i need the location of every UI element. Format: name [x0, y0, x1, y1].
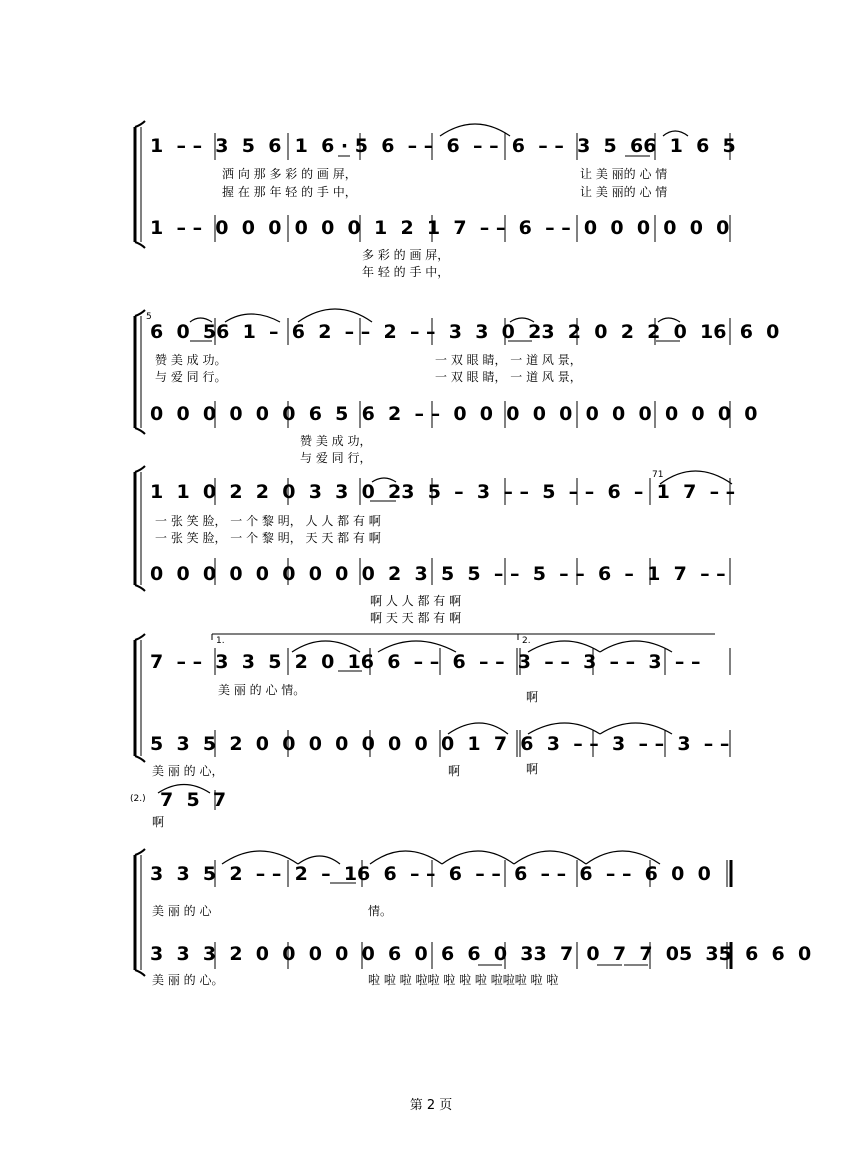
system-1-upper-lyric-2a: 握 在 那 年 轻 的 手 中， — [222, 185, 357, 199]
system-3-upper-lyric-2: 一 张 笑 脸， 一 个 黎 明， 天 天 都 有 啊 — [155, 531, 381, 545]
system-4-upper-notes: 7 – – 3 3 5 2 0 16 6 – – 6 – – 3 – – 3 – – 3 – – — [150, 651, 701, 673]
system-6-upper-lyric-2: 情。 — [368, 904, 393, 918]
system-4-lower-lyric-1: 美 丽 的 心， — [152, 764, 224, 778]
system-3-lower-notes: 0 0 0 0 0 0 0 0 0 2 3 5 5 – – 5 – – 6 – 1 7 – – — [150, 563, 726, 585]
system-2-lower-lyric-1: 赞 美 成 功， — [300, 434, 372, 448]
volta-2-label: 2. — [522, 636, 531, 646]
system-1-upper-lyric-1b: 让 美 丽的 心 情 — [580, 167, 668, 181]
system-3-upper-notes: 1 1 0 2 2 0 3 3 0 23 5 – 3 – – 5 – – 6 – 1 7 – – — [150, 481, 736, 503]
system-1-upper-lyric-1a: 洒 向 那 多 彩 的 画 屏， — [222, 167, 357, 181]
system-6-upper-lyric-1: 美 丽 的 心 — [152, 904, 212, 918]
system-1-upper-lyric-2b: 让 美 丽的 心 情 — [580, 185, 668, 199]
system-4-upper-lyric-2: 啊 — [526, 690, 539, 704]
system-1-upper-notes: 1 – – 3 5 6 1 6 · 5 6 – – 6 – – 6 – – 3 5 66 1 6 5 — [150, 135, 736, 157]
system-1-lower-lyric-1: 多 彩 的 画 屏， — [362, 248, 450, 262]
system-6-lower-lyric-2: 啦 啦 啦 啦啦 啦 啦 啦 啦啦啦 啦 啦 — [368, 973, 559, 987]
system-4-lower-lyric-2: 啊 — [448, 764, 461, 778]
system-2-upper-lyric-2b: 一 双 眼 睛， 一 道 风 景， — [435, 370, 582, 384]
system-4-upper-lyric-1: 美 丽 的 心 情。 — [218, 683, 306, 697]
system-3-upper-lyric-1: 一 张 笑 脸， 一 个 黎 明， 人 人 都 有 啊 — [155, 514, 381, 528]
ending-2-label: (2.) — [130, 794, 146, 804]
system-1-lower-lyric-2: 年 轻 的 手 中， — [362, 265, 450, 279]
ending-2-notes: 7 5 7 — [160, 789, 227, 811]
page-number: 第 2 页 — [409, 1098, 453, 1113]
system-2-lower-notes: 0 0 0 0 0 0 6 5 6 2 – – 0 0 0 0 0 0 0 0 0 0 0 0 — [150, 403, 758, 425]
system-2-upper-lyric-2a: 与 爱 同 行。 — [155, 370, 227, 384]
system-4-lower-lyric-3: 啊 — [526, 762, 539, 776]
system-2-upper-lyric-1b: 一 双 眼 睛， 一 道 风 景， — [435, 353, 582, 367]
ending-2-lyric: 啊 — [152, 815, 165, 829]
system-6-lower-notes: 3 3 3 2 0 0 0 0 0 6 0 6 6 0 33 7 0 7 7 05 35 6 6 0 — [150, 943, 812, 965]
system-2-upper-lyric-1a: 赞 美 成 功。 — [155, 353, 227, 367]
system-1-lower-notes: 1 – – 0 0 0 0 0 0 1 2 1 7 – – 6 – – 0 0 0 0 0 0 — [150, 217, 730, 239]
system-2-upper-notes: 6 0 56 1 – 6 2 – – 2 – – 3 3 0 23 2 0 2 2 0 16 6 0 — [150, 321, 780, 343]
volta-1-label: 1. — [216, 636, 225, 646]
system-6-lower-lyric-1: 美 丽 的 心。 — [152, 973, 224, 987]
measure-number: 5 — [146, 312, 152, 322]
system-3-lower-lyric-1: 啊 人 人 都 有 啊 — [370, 594, 462, 608]
system-3-lower-lyric-2: 啊 天 天 都 有 啊 — [370, 611, 462, 625]
system-6-upper-notes: 3 3 5 2 – – 2 – 16 6 – – 6 – – 6 – – 6 – – 6 0 0 — [150, 863, 711, 885]
grace-note: 71 — [652, 470, 664, 480]
system-4-lower-notes: 5 3 5 2 0 0 0 0 0 0 0 0 1 7 6 3 – – 3 – – 3 – – — [150, 733, 730, 755]
system-2-lower-lyric-2: 与 爱 同 行， — [300, 451, 372, 465]
